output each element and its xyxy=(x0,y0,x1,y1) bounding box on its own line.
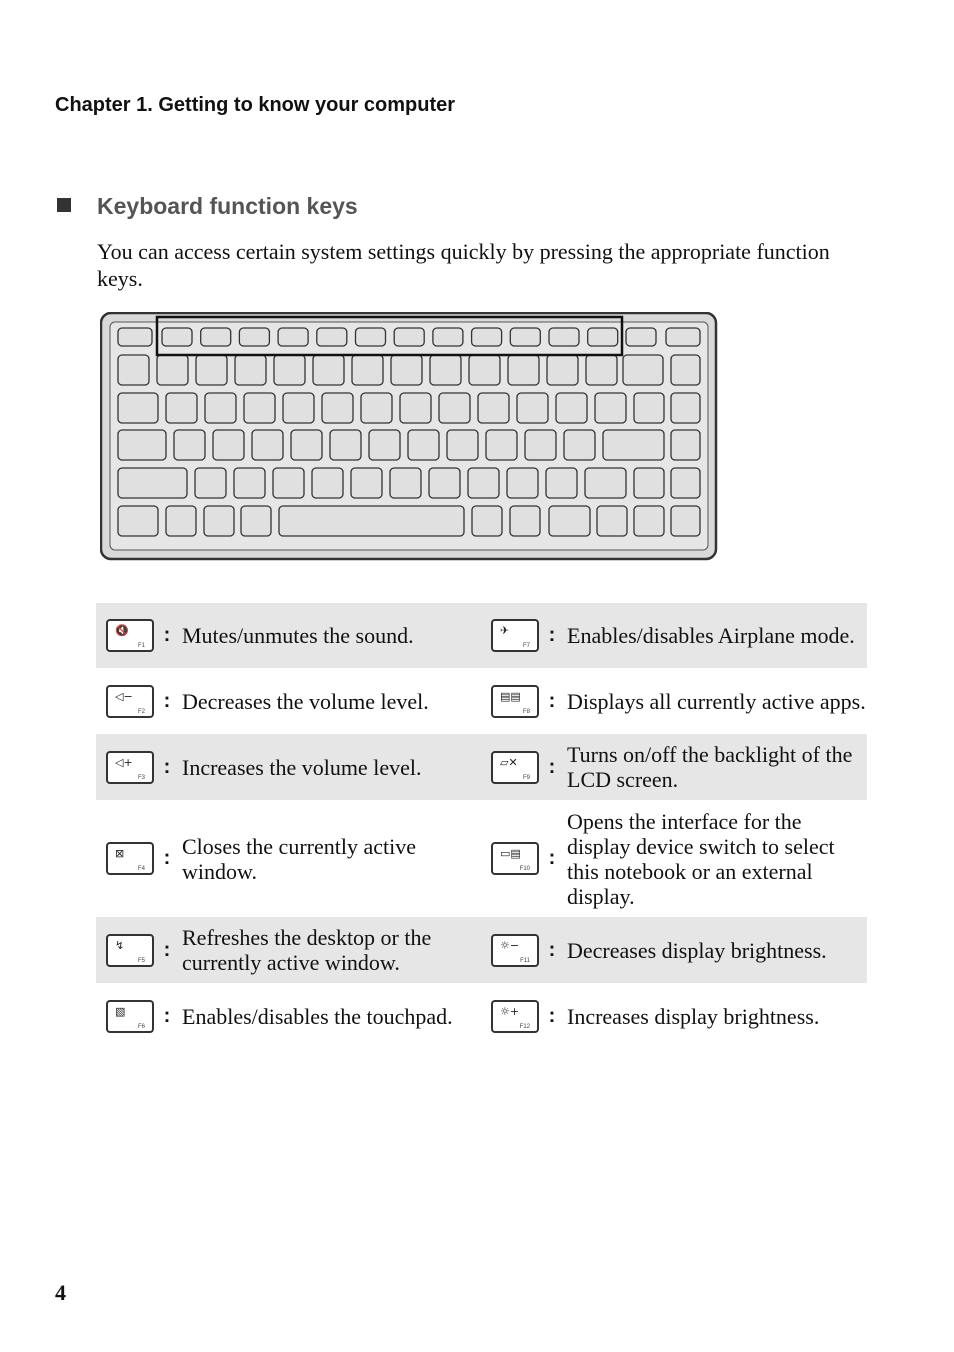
touchpad-icon: ▧ xyxy=(115,1004,126,1018)
keyboard-key xyxy=(585,468,626,498)
chapter-title: Chapter 1. Getting to know your computer xyxy=(55,94,456,116)
table-row xyxy=(96,668,867,734)
table-row xyxy=(96,734,867,800)
display-switch-icon: ▭▤ xyxy=(500,847,521,860)
f7-description: Enables/disables Airplane mode. xyxy=(567,623,855,648)
f3-description: Increases the volume level. xyxy=(182,754,422,780)
function-key-item-f8: ▤▤ F8 : Displays all currently active apps. xyxy=(481,685,867,718)
f6-key: ▧ F6 xyxy=(106,1000,154,1033)
table-row xyxy=(96,983,867,1049)
keyboard-key xyxy=(472,506,502,536)
function-key-item-f2: ◁− F2 : Decreases the volume level. xyxy=(96,685,481,718)
backlight-icon: ▱✕ xyxy=(500,755,518,769)
function-key-item-f9: ▱✕ F9 : Turns on/off the backlight of the LCD screen. xyxy=(481,742,867,792)
keyboard-key xyxy=(157,355,188,385)
function-key-table xyxy=(96,603,867,1049)
keyboard-key xyxy=(241,506,271,536)
keyboard-key xyxy=(626,328,656,346)
keyboard-key xyxy=(118,506,158,536)
keyboard-key xyxy=(118,393,158,423)
keyboard-key-fn xyxy=(356,328,386,346)
refresh-icon: ↯ xyxy=(115,938,125,952)
function-key-item-f5: ↯ F5 : Refreshes the desktop or the currently active window. xyxy=(96,925,481,975)
f8-description: Displays all currently active apps. xyxy=(567,688,866,714)
keyboard-key xyxy=(469,355,500,385)
keyboard-key xyxy=(507,468,538,498)
f10-description: Opens the interface for the display device switch to select this notebook or an external display. xyxy=(567,808,835,909)
f5-description: Refreshes the desktop or the currently active window. xyxy=(182,925,432,975)
keyboard-key-fn xyxy=(549,328,579,346)
keyboard-key xyxy=(597,506,627,536)
f12-description: Increases display brightness. xyxy=(567,1003,820,1029)
keyboard-key xyxy=(196,355,227,385)
keyboard-key xyxy=(517,393,548,423)
keyboard-key xyxy=(447,430,478,460)
mute-icon: 🔇 xyxy=(115,624,129,637)
keyboard-key-fn xyxy=(472,328,502,346)
keyboard-key xyxy=(351,468,382,498)
f4-key: ⊠ F4 xyxy=(106,842,154,875)
keyboard-key xyxy=(671,468,700,498)
keyboard-key xyxy=(430,355,461,385)
apps-icon: ▤▤ xyxy=(500,689,521,703)
keyboard-key-fn xyxy=(239,328,269,346)
function-key-item-f3: ◁+ F3 : Increases the volume level. xyxy=(96,751,481,784)
f11-key: ☼− F11 xyxy=(491,934,539,967)
keyboard-key xyxy=(400,393,431,423)
function-key-item-f12: ☼+ F12 : Increases display brightness. xyxy=(481,1000,867,1033)
keyboard-key xyxy=(244,393,275,423)
keyboard-key xyxy=(634,393,664,423)
keyboard-key xyxy=(671,430,700,460)
keyboard-key xyxy=(468,468,499,498)
keyboard-key xyxy=(291,430,322,460)
keyboard-key-fn xyxy=(510,328,540,346)
keyboard-key-space xyxy=(279,506,464,536)
keyboard-key-esc xyxy=(118,328,152,346)
keyboard-key xyxy=(547,355,578,385)
keyboard-key xyxy=(118,430,166,460)
keyboard-key xyxy=(508,355,539,385)
f1-description: Mutes/unmutes the sound. xyxy=(182,623,414,648)
keyboard-key xyxy=(118,355,149,385)
keyboard-key xyxy=(564,430,595,460)
keyboard-key xyxy=(322,393,353,423)
keyboard-key xyxy=(391,355,422,385)
brightness-up-icon: ☼+ xyxy=(500,1004,520,1018)
function-key-item-f6: ▧ F6 : Enables/disables the touchpad. xyxy=(96,1000,481,1033)
f8-key: ▤▤ F8 xyxy=(491,685,539,718)
keyboard-key-fn xyxy=(278,328,308,346)
table-row xyxy=(96,917,867,983)
keyboard-key xyxy=(478,393,509,423)
close-window-icon: ⊠ xyxy=(115,847,125,860)
keyboard-key xyxy=(313,355,344,385)
keyboard-key xyxy=(666,328,700,346)
keyboard-key xyxy=(525,430,556,460)
keyboard-key xyxy=(549,506,590,536)
keyboard-key xyxy=(634,506,664,536)
keyboard-key xyxy=(174,430,205,460)
f7-key: ✈ F7 xyxy=(491,619,539,652)
keyboard-key xyxy=(273,468,304,498)
keyboard-key xyxy=(205,393,236,423)
keyboard-key xyxy=(195,468,226,498)
table-row xyxy=(96,603,867,668)
keyboard-key xyxy=(369,430,400,460)
keyboard-key-fn xyxy=(588,328,618,346)
f2-key: ◁− F2 xyxy=(106,685,154,718)
volume-down-icon: ◁− xyxy=(115,689,133,703)
keyboard-key-fn xyxy=(162,328,192,346)
keyboard-key xyxy=(408,430,439,460)
keyboard-key xyxy=(118,468,187,498)
keyboard-key xyxy=(234,468,265,498)
f2-description: Decreases the volume level. xyxy=(182,688,429,714)
function-key-item-f1: 🔇 F1 : Mutes/unmutes the sound. xyxy=(96,619,481,652)
f5-key: ↯ F5 xyxy=(106,934,154,967)
keyboard-key xyxy=(634,468,664,498)
f4-description: Closes the currently active window. xyxy=(182,833,416,884)
brightness-down-icon: ☼− xyxy=(500,938,520,952)
function-key-item-f10: ▭▤ F10 : Opens the interface for the display device switch to select this notebook or an external display. xyxy=(481,809,867,909)
keyboard-key xyxy=(330,430,361,460)
function-key-item-f4: ⊠ F4 : Closes the currently active window. xyxy=(96,834,481,884)
keyboard-key xyxy=(510,506,540,536)
keyboard-key xyxy=(352,355,383,385)
page-number: 4 xyxy=(55,1280,66,1305)
f11-description: Decreases display brightness. xyxy=(567,937,827,963)
keyboard-key xyxy=(671,506,700,536)
keyboard-key xyxy=(595,393,626,423)
keyboard-key xyxy=(213,430,244,460)
section-bullet xyxy=(57,198,71,212)
intro-paragraph: You can access certain system settings quickly by pressing the appropriate function keys. xyxy=(97,239,830,291)
keyboard-key xyxy=(671,393,700,423)
f12-key: ☼+ F12 xyxy=(491,1000,539,1033)
keyboard-key xyxy=(252,430,283,460)
keyboard-key xyxy=(623,355,663,385)
f1-key: 🔇 F1 xyxy=(106,619,154,652)
f6-description: Enables/disables the touchpad. xyxy=(182,1003,453,1029)
keyboard-key xyxy=(439,393,470,423)
f9-key: ▱✕ F9 xyxy=(491,751,539,784)
keyboard-key-fn xyxy=(433,328,463,346)
section-title: Keyboard function keys xyxy=(97,193,358,219)
keyboard-key xyxy=(204,506,234,536)
keyboard-key xyxy=(312,468,343,498)
keyboard-key xyxy=(586,355,617,385)
keyboard-key xyxy=(556,393,587,423)
keyboard-key xyxy=(429,468,460,498)
keyboard-key xyxy=(390,468,421,498)
keyboard-key-fn xyxy=(317,328,347,346)
table-row xyxy=(96,800,867,917)
f10-key: ▭▤ F10 xyxy=(491,842,539,875)
keyboard-key xyxy=(166,506,196,536)
keyboard-illustration xyxy=(100,312,718,562)
keyboard-key xyxy=(361,393,392,423)
f3-key: ◁+ F3 xyxy=(106,751,154,784)
keyboard-key xyxy=(603,430,664,460)
keyboard-key xyxy=(274,355,305,385)
keyboard-key xyxy=(166,393,197,423)
keyboard-key xyxy=(283,393,314,423)
keyboard-key xyxy=(671,355,700,385)
keyboard-key xyxy=(546,468,577,498)
keyboard-key-fn xyxy=(201,328,231,346)
keyboard-key-fn xyxy=(394,328,424,346)
f9-description: Turns on/off the backlight of the LCD screen. xyxy=(567,742,853,792)
keyboard-key xyxy=(486,430,517,460)
function-key-item-f7: ✈ F7 : Enables/disables Airplane mode. xyxy=(481,619,867,652)
volume-up-icon: ◁+ xyxy=(115,755,133,769)
airplane-icon: ✈ xyxy=(500,624,510,637)
keyboard-key xyxy=(235,355,266,385)
function-key-item-f11: ☼− F11 : Decreases display brightness. xyxy=(481,934,867,967)
